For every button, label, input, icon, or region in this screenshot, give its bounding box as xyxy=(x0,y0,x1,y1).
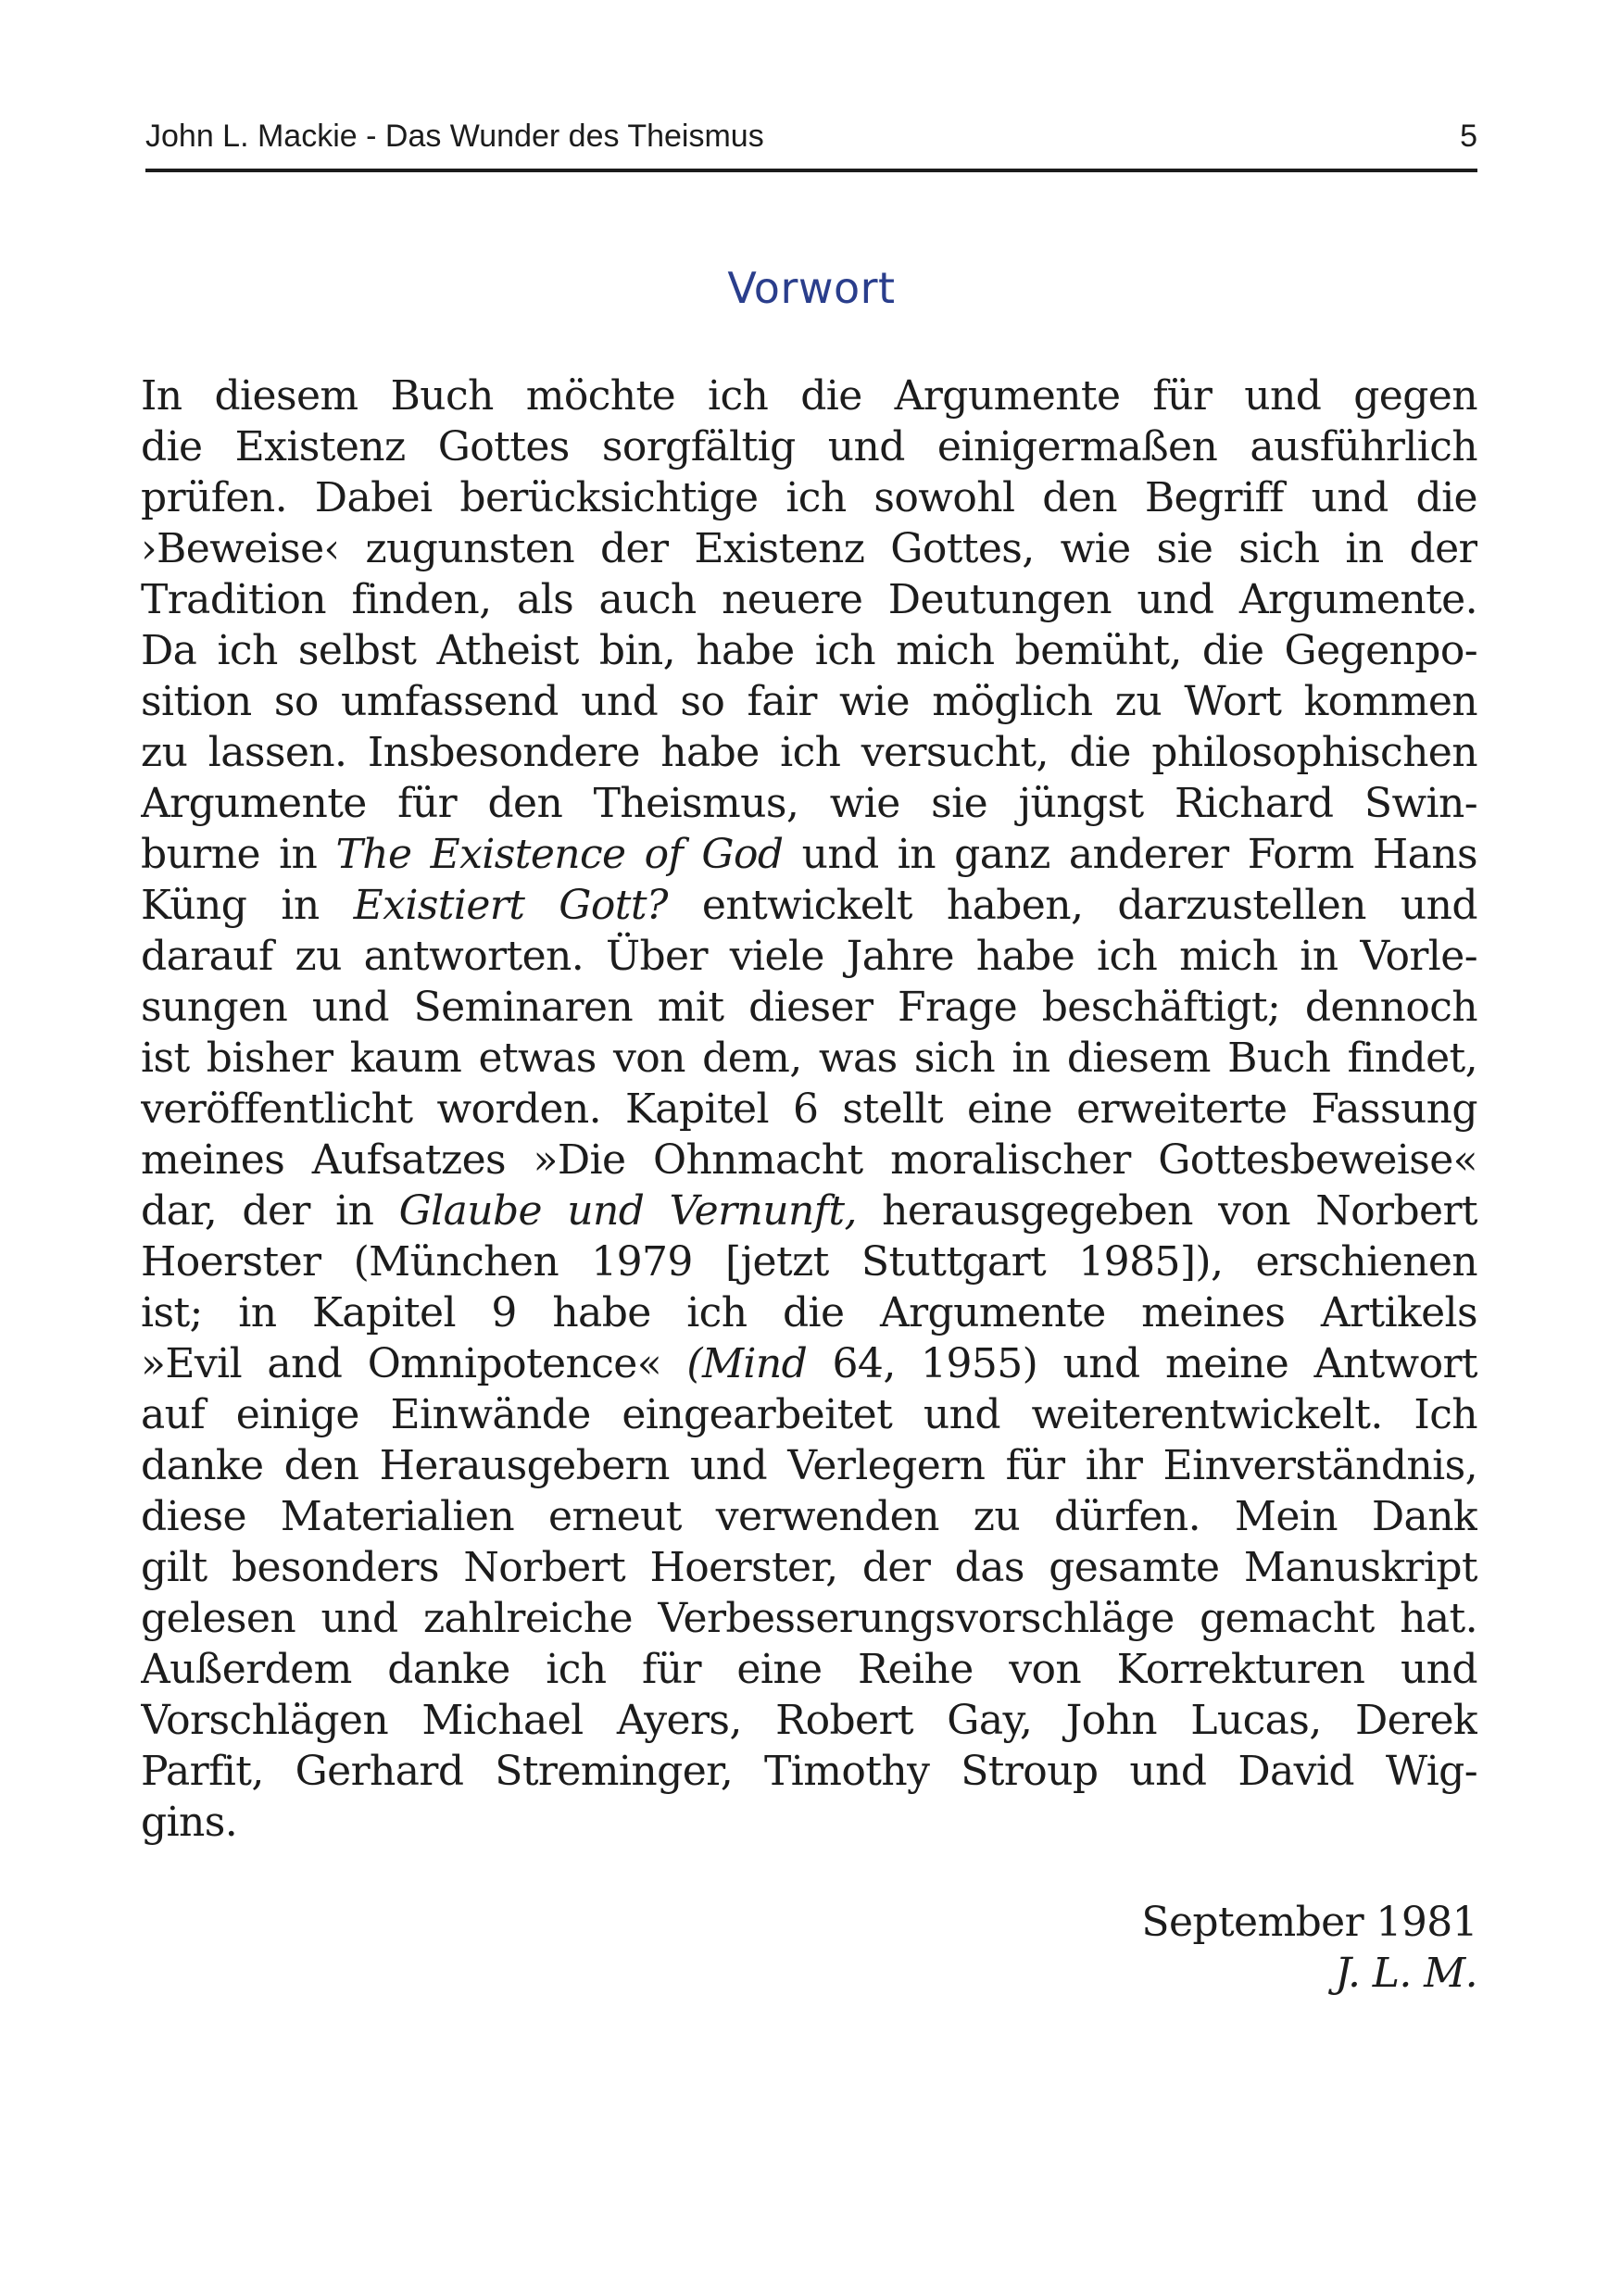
text-line: sungen und Seminaren mit dieser Frage beschäftigt; dennoch xyxy=(141,984,1477,1031)
text-line: Da ich selbst Atheist bin, habe ich mich bemüht, die Gegenpo- xyxy=(141,627,1477,674)
text-line: ›Beweise‹ zugunsten der Existenz Gottes, wie sie sich in der xyxy=(141,525,1477,572)
author-initials: J. L. M. xyxy=(1335,1950,1477,1997)
text-line xyxy=(141,1338,1477,1389)
book-title: Existiert Gott? xyxy=(353,882,668,929)
text-line: In diesem Buch möchte ich die Argumente für und gegen xyxy=(141,372,1477,420)
chapter-heading: Vorwort xyxy=(727,263,896,313)
text-line: meines Aufsatzes »Die Ohnmacht moralischer Gottesbeweise« xyxy=(141,1136,1477,1184)
text-line: Argumente für den Theismus, wie sie jüngst Richard Swin- xyxy=(141,780,1477,827)
text-fragment: entwickelt haben, darzustellen und xyxy=(667,882,1477,929)
book-title: The Existence of God xyxy=(335,831,784,878)
text-fragment: burne in xyxy=(141,831,336,878)
text-line: gelesen und zahlreiche Verbesserungsvorschläge gemacht hat. xyxy=(141,1595,1477,1642)
text-line: zu lassen. Insbesondere habe ich versucht, die philosophischen xyxy=(141,729,1477,776)
text-line: Tradition finden, als auch neuere Deutungen und Argumente. xyxy=(141,576,1477,623)
preface-paragraph xyxy=(141,370,1477,1848)
text-line: Parfit, Gerhard Streminger, Timothy Stroup und David Wig- xyxy=(141,1748,1477,1795)
book-title: Glaube und Vernunft, xyxy=(398,1187,857,1235)
text-line: Vorschlägen Michael Ayers, Robert Gay, John Lucas, Derek xyxy=(141,1697,1477,1744)
text-line: sition so umfassend und so fair wie möglich zu Wort kommen xyxy=(141,678,1477,725)
text-line: Außerdem danke ich für eine Reihe von Korrekturen und xyxy=(141,1646,1477,1693)
text-fragment: herausgegeben von Norbert xyxy=(856,1187,1477,1235)
text-line xyxy=(141,1186,1477,1236)
text-line xyxy=(141,829,1477,880)
text-line: gilt besonders Norbert Hoerster, der das gesamte Manuskript xyxy=(141,1544,1477,1591)
text-line: Hoerster (München 1979 [jetzt Stuttgart 1985]), erschienen xyxy=(141,1238,1477,1286)
text-fragment: Küng in xyxy=(141,882,354,929)
text-fragment: und in ganz anderer Form Hans xyxy=(783,831,1477,878)
text-fragment: »Evil and Omnipotence« xyxy=(141,1340,687,1387)
text-line: auf einige Einwände eingearbeitet und weiterentwickelt. Ich xyxy=(141,1391,1477,1438)
journal-title: (Mind xyxy=(686,1340,808,1387)
page-number: 5 xyxy=(1460,119,1477,154)
text-fragment: 64, 1955) und meine Antwort xyxy=(807,1340,1477,1387)
text-line: gins. xyxy=(141,1799,238,1846)
text-line: danke den Herausgebern und Verlegern für ihr Einverständnis, xyxy=(141,1442,1477,1489)
text-line: prüfen. Dabei berücksichtige ich sowohl den Begriff und die xyxy=(141,474,1477,521)
text-line: ist bisher kaum etwas von dem, was sich in diesem Buch findet, xyxy=(141,1035,1477,1082)
running-title: John L. Mackie - Das Wunder des Theismus xyxy=(145,119,764,154)
text-fragment: dar, der in xyxy=(141,1187,399,1235)
text-line xyxy=(141,880,1477,931)
text-line: veröffentlicht worden. Kapitel 6 stellt eine erweiterte Fassung xyxy=(141,1085,1477,1133)
text-line: die Existenz Gottes sorgfältig und einigermaßen ausführlich xyxy=(141,423,1477,470)
page-header xyxy=(145,113,1477,172)
text-line: ist; in Kapitel 9 habe ich die Argumente meines Artikels xyxy=(141,1289,1477,1336)
text-line: diese Materialien erneut verwenden zu dürfen. Mein Dank xyxy=(141,1493,1477,1540)
signature-date: September 1981 xyxy=(1141,1899,1477,1946)
signature-block xyxy=(1141,1897,1477,1999)
text-line: darauf zu antworten. Über viele Jahre habe ich mich in Vorle- xyxy=(141,933,1477,980)
